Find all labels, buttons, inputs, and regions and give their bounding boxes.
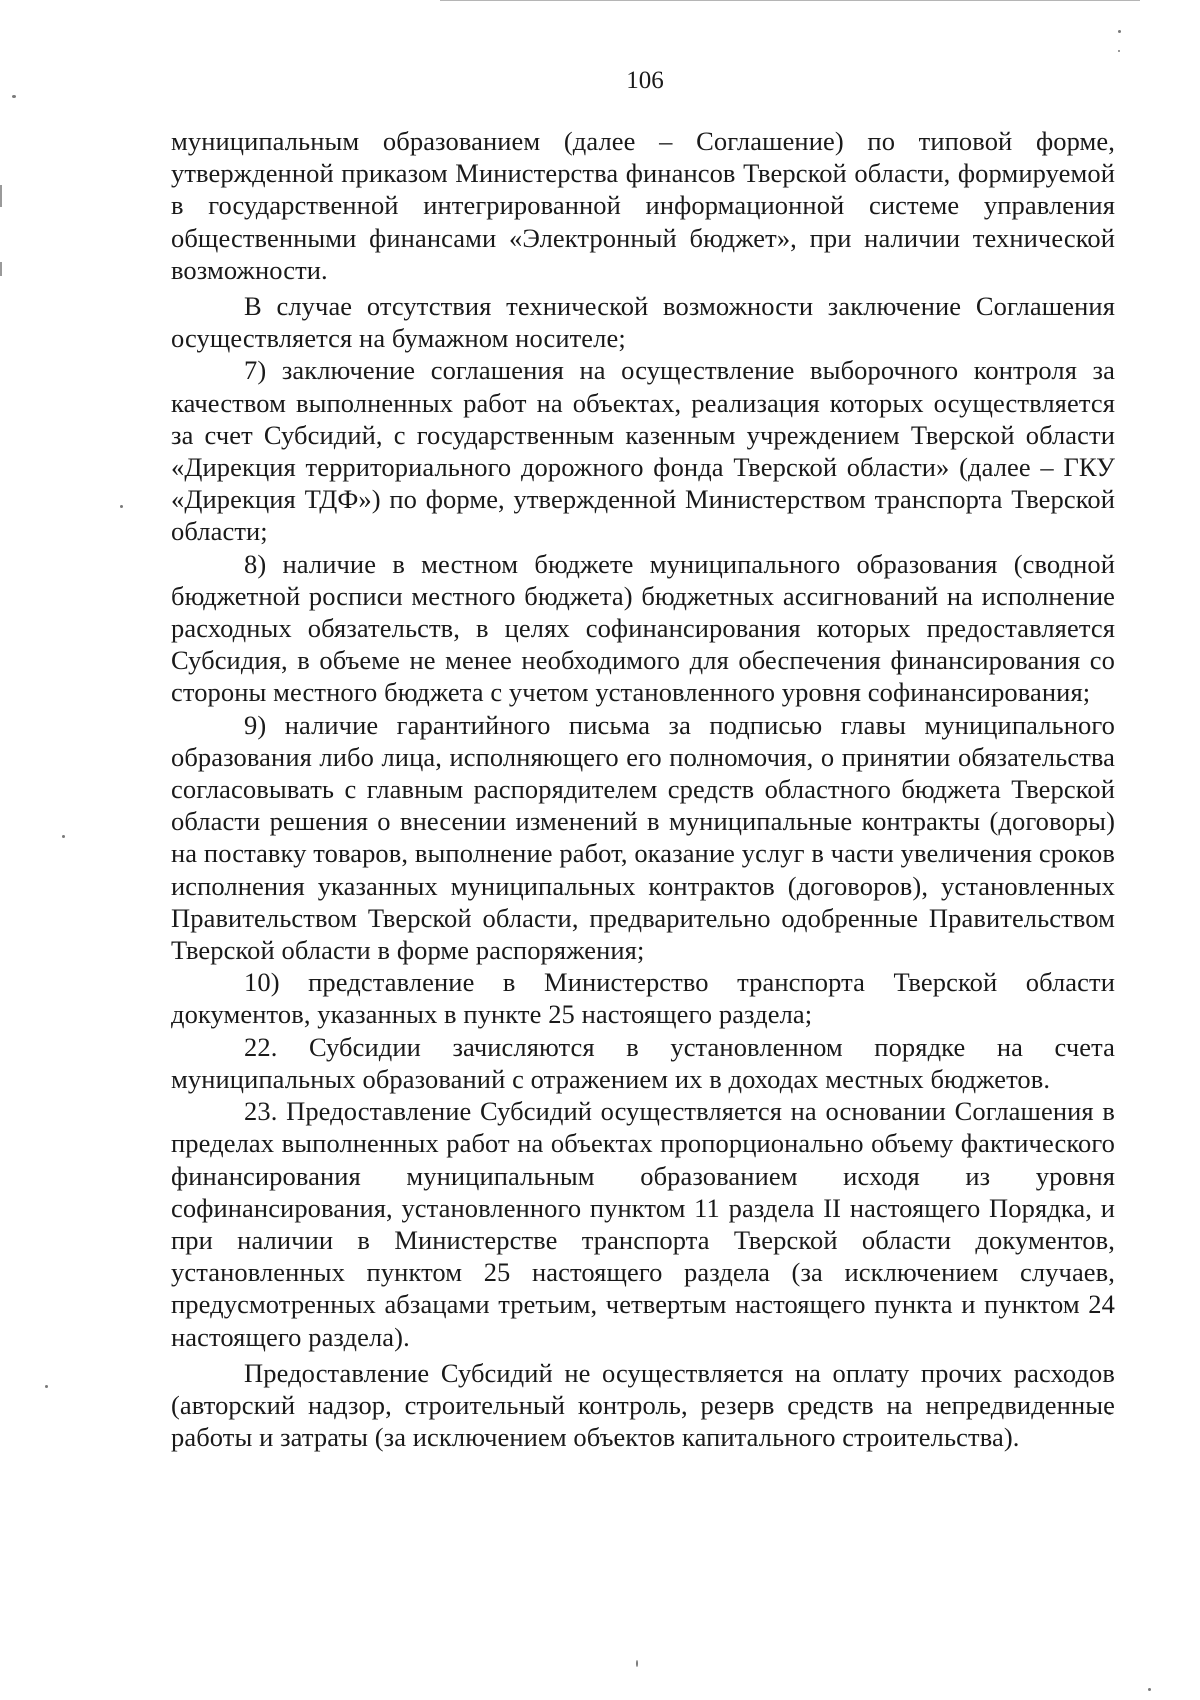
document-body [171,125,1115,1453]
paragraph-no-technical-possibility: В случае отсутствия технической возможности заключение Соглашения осуществляется на бумажном носителе; [171,291,1115,354]
scan-edge-line [440,0,1140,1]
paragraph-item-10: 10) представление в Министерство транспорта Тверской области документов, указанных в пункте 25 настоящего раздела; [171,967,1115,1030]
scan-speck [636,1660,638,1667]
page-number: 106 [626,67,664,94]
paragraph-item-7: 7) заключение соглашения на осуществление выборочного контроля за качеством выполненных работ на объектах, реализация которых осуществляется за счет Субсидий, с государственным казенным учреждением Тверской области «Дирекция территориального дорожного фонда Тверской области» (далее – ГКУ «Дирекция ТДФ») по форме, утвержденной Министерством транспорта Тверской области; [171,355,1115,547]
scan-speck [62,835,65,838]
paragraph-subsidy-exclusions: Предоставление Субсидий не осуществляется на оплату прочих расходов (авторский надзор, строительный контроль, резерв средств на непредвиденные работы и затраты (за исключением объектов капитального строительства). [171,1357,1115,1453]
paragraph-item-9: 9) наличие гарантийного письма за подписью главы муниципального образования либо лица, исполняющего его полномочия, о принятии обязательства согласовывать с главным распорядителем средств областного бюджета Тверской области решения о внесении изменений в муниципальные контракты (договоры) на поставку товаров, выполнение работ, оказание услуг в части увеличения сроков исполнения указанных муниципальных контрактов (договоров), установленных Правительством Тверской области, предварительно одобренные Правительством Тверской области в форме распоряжения; [171,709,1115,966]
scan-speck [120,505,123,508]
scan-edge-mark [0,262,2,276]
paragraph-continuation: муниципальным образованием (далее – Соглашение) по типовой форме, утвержденной приказом Министерства финансов Тверской области, формируемой в государственной интегрированной информационной системе управления общественными финансами «Электронный бюджет», при наличии технической возможности. [171,126,1115,285]
scan-speck [1118,30,1121,33]
paragraph-item-8: 8) наличие в местном бюджете муниципального образования (сводной бюджетной росписи местного бюджета) бюджетных ассигнований на исполнение расходных обязательств, в целях софинансирования которых предоставляется Субсидия, в объеме не менее необходимого для обеспечения финансирования со стороны местного бюджета с учетом установленного уровня софинансирования; [171,548,1115,708]
scan-speck [45,1385,48,1388]
scan-speck [1148,1688,1151,1691]
paragraph-clause-22: 22. Субсидии зачисляются в установленном порядке на счета муниципальных образований с отражением их в доходах местных бюджетов. [171,1031,1115,1094]
scan-edge-mark [0,185,2,207]
scan-speck [1118,50,1120,52]
paragraph-clause-23: 23. Предоставление Субсидий осуществляется на основании Соглашения в пределах выполненных работ на объектах пропорционально объему фактического финансирования муниципальным образованием исходя из уровня софинансирования, установленного пунктом 11 раздела II настоящего Порядка, и при наличии в Министерстве транспорта Тверской области документов, установленных пунктом 25 настоящего раздела (за исключением случаев, предусмотренных абзацами третьим, четвертым настоящего пункта и пунктом 24 настоящего раздела). [171,1096,1115,1352]
